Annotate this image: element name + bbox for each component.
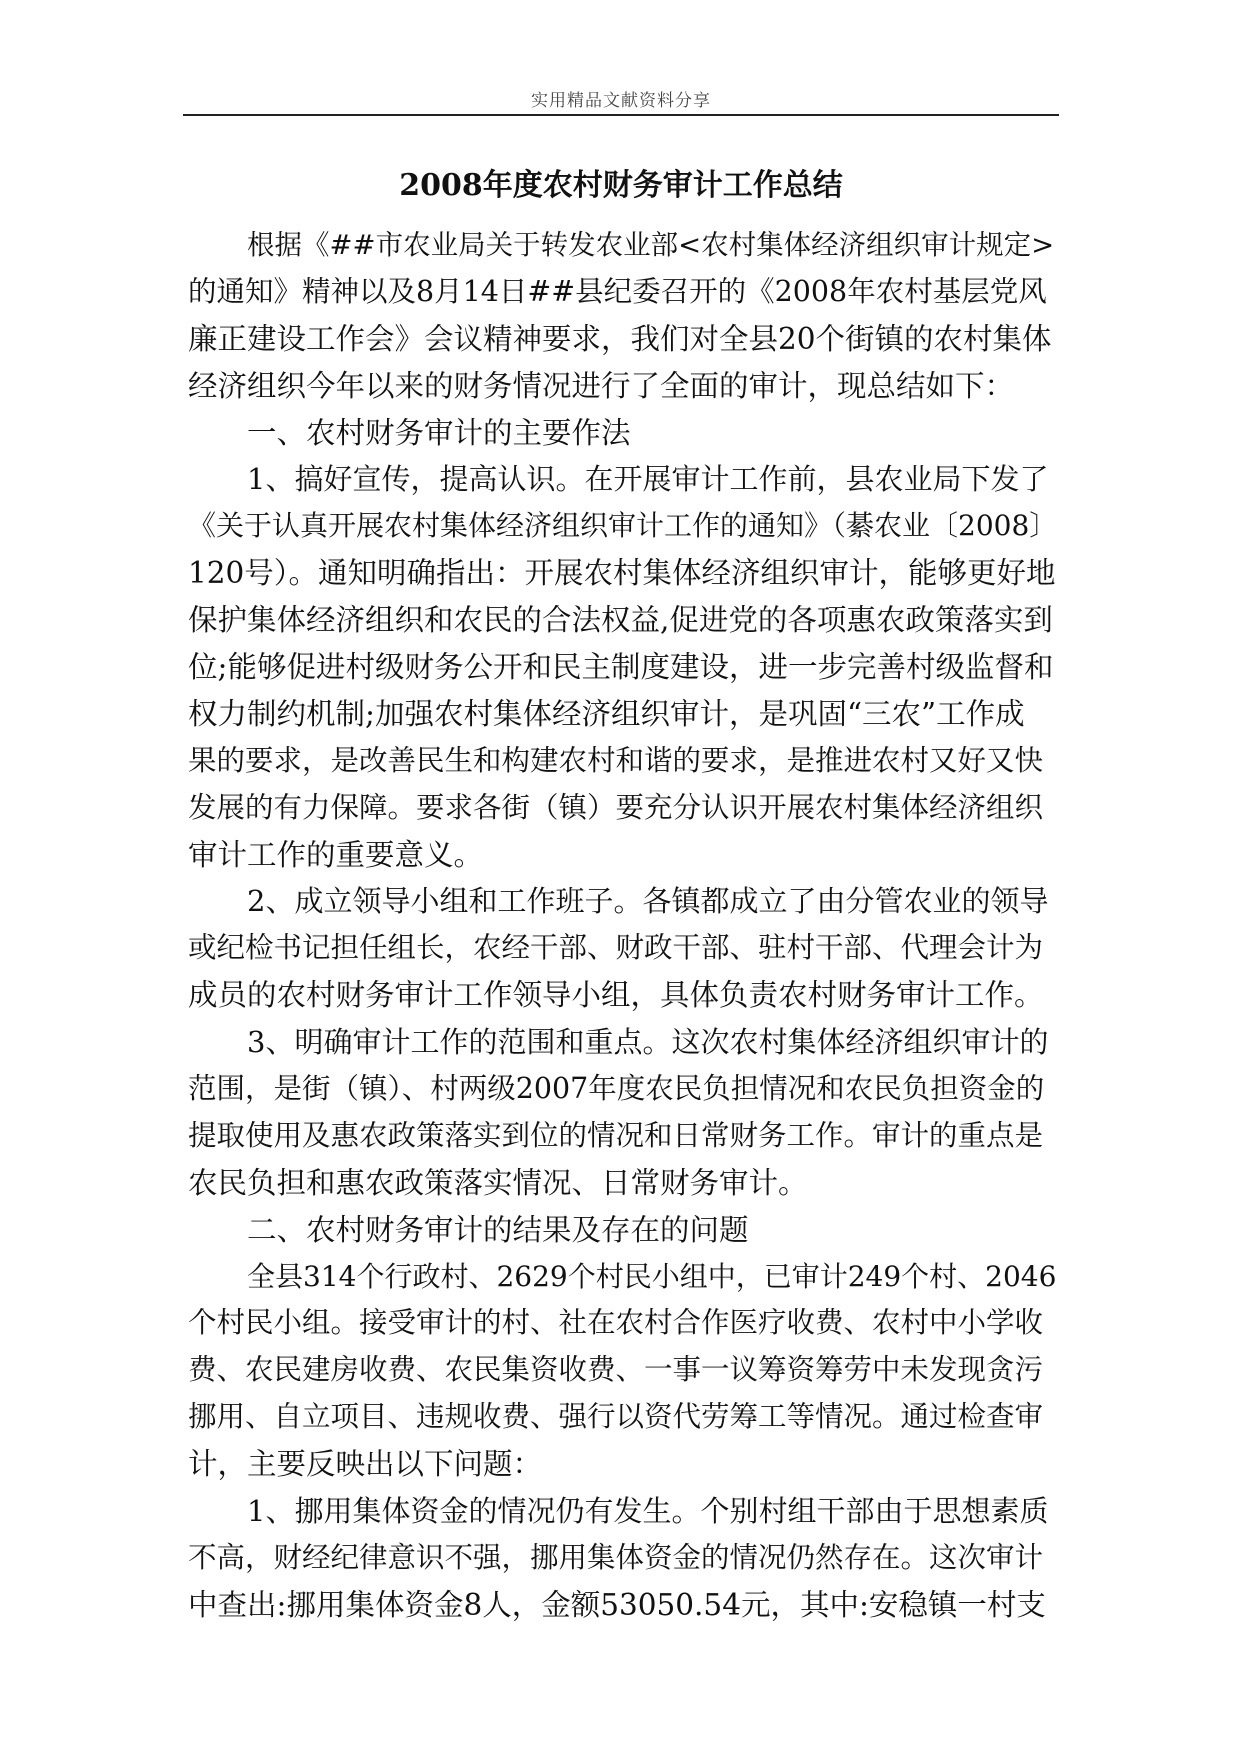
text-line: 计，主要反映出以下问题： xyxy=(188,1447,543,1482)
text-line: 中查出:挪用集体资金8人，金额53050.54元，其中:安稳镇一村支 xyxy=(188,1587,1046,1622)
text-line: 1、搞好宣传，提高认识。在开展审计工作前，县农业局下发了 xyxy=(247,462,1049,497)
header-divider xyxy=(183,114,1059,116)
text-line: 农民负担和惠农政策落实情况、日常财务审计。 xyxy=(188,1165,808,1200)
text-line: 挪用、自立项目、违规收费、强行以资代劳筹工等情况。通过检查审 xyxy=(188,1400,1044,1434)
text-line: 一、农村财务审计的主要作法 xyxy=(247,415,631,450)
document-title: 2008年度农村财务审计工作总结 xyxy=(399,168,843,203)
text-line: 3、明确审计工作的范围和重点。这次农村集体经济组织审计的 xyxy=(247,1025,1049,1060)
text-line: 《关于认真开展农村集体经济组织审计工作的通知》（綦农业〔2008〕 xyxy=(188,509,1058,543)
text-line: 或纪检书记担任组长，农经干部、财政干部、驻村干部、代理会计为 xyxy=(188,931,1044,965)
text-line: 发展的有力保障。要求各街（镇）要充分认识开展农村集体经济组织 xyxy=(188,790,1044,824)
text-line: 二、农村财务审计的结果及存在的问题 xyxy=(247,1212,749,1247)
text-line: 提取使用及惠农政策落实到位的情况和日常财务工作。审计的重点是 xyxy=(188,1118,1044,1152)
text-line: 个村民小组。接受审计的村、社在农村合作医疗收费、农村中小学收 xyxy=(188,1306,1044,1340)
text-line: 廉正建设工作会》会议精神要求，我们对全县20个街镇的农村集体 xyxy=(188,321,1052,356)
text-line: 根据《##市农业局关于转发农业部<农村集体经济组织审计规定> xyxy=(247,229,1055,261)
text-line: 2、成立领导小组和工作班子。各镇都成立了由分管农业的领导 xyxy=(247,884,1049,919)
text-line: 保护集体经济组织和农民的合法权益,促进党的各项惠农政策落实到 xyxy=(188,603,1053,638)
text-line: 审计工作的重要意义。 xyxy=(188,837,484,872)
text-line: 全县314个行政村、2629个村民小组中，已审计249个村、2046 xyxy=(247,1259,1057,1293)
text-line: 成员的农村财务审计工作领导小组，具体负责农村财务审计工作。 xyxy=(188,978,1044,1013)
text-line: 果的要求，是改善民生和构建农村和谐的要求，是推进农村又好又快 xyxy=(188,743,1044,777)
text-line: 范围，是街（镇）、村两级2007年度农民负担情况和农民负担资金的 xyxy=(188,1072,1045,1106)
text-line: 1、挪用集体资金的情况仍有发生。个别村组干部由于思想素质 xyxy=(247,1494,1049,1529)
document-body xyxy=(188,222,1056,1629)
text-line: 费、农民建房收费、农民集资收费、一事一议筹资筹劳中未发现贪污 xyxy=(188,1353,1044,1387)
text-line: 120号）。通知明确指出：开展农村集体经济组织审计，能够更好地 xyxy=(188,556,1056,591)
text-line: 经济组织今年以来的财务情况进行了全面的审计，现总结如下： xyxy=(188,368,1015,403)
text-line: 不高，财经纪律意识不强，挪用集体资金的情况仍然存在。这次审计 xyxy=(188,1540,1044,1574)
page-header: 实用精品文献资料分享 xyxy=(531,91,711,111)
text-line: 的通知》精神以及8月14日##县纪委召开的《2008年农村基层党风 xyxy=(188,274,1047,308)
text-line: 权力制约机制;加强农村集体经济组织审计，是巩固“三农”工作成 xyxy=(188,696,1025,731)
text-line: 位;能够促进村级财务公开和民主制度建设，进一步完善村级监督和 xyxy=(188,650,1054,685)
